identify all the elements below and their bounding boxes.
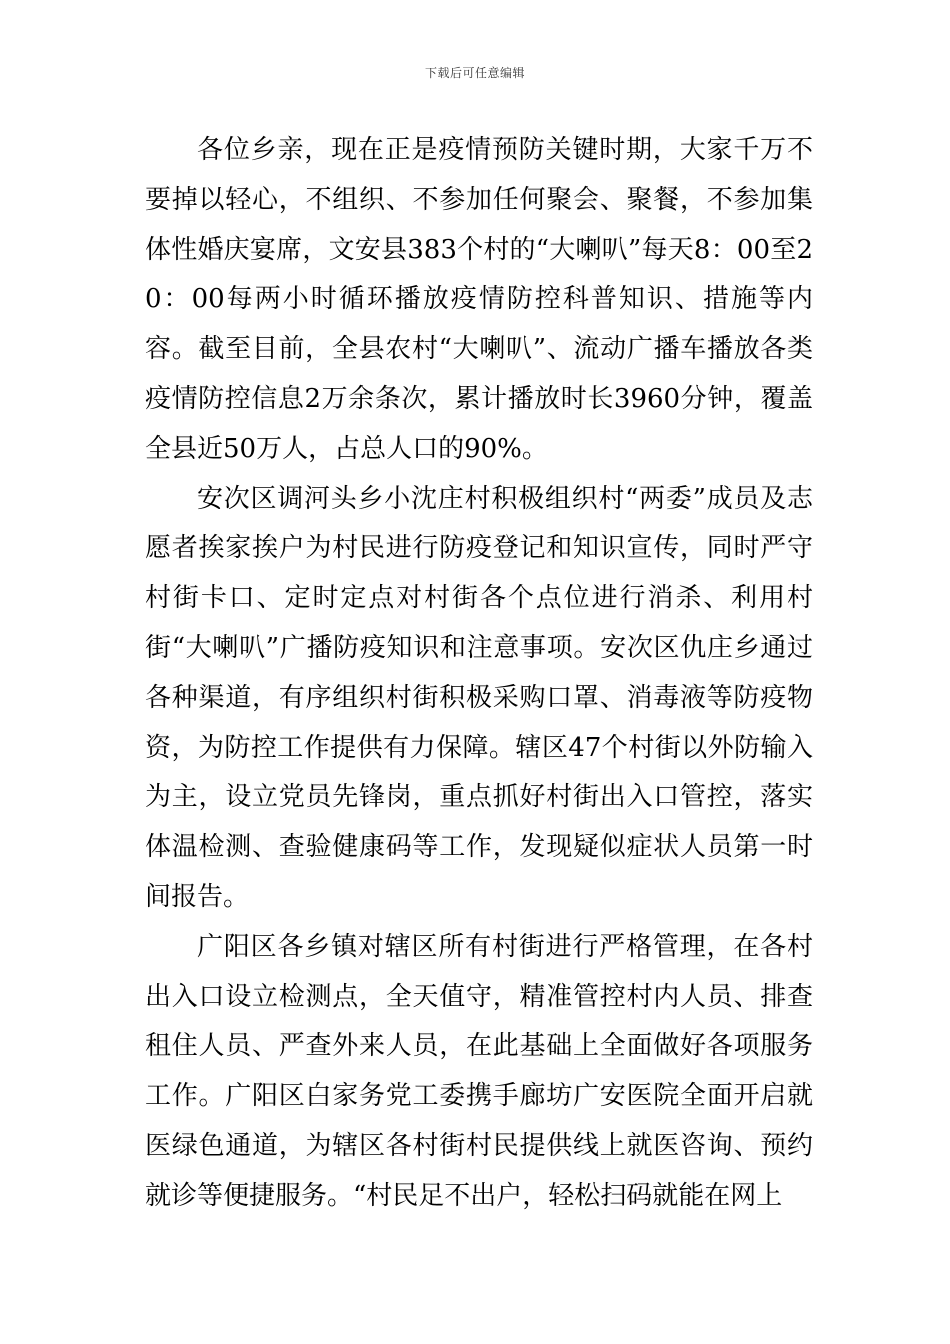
page-header: 下载后可任意编辑 — [424, 66, 525, 80]
paragraph-2: 安次区调河头乡小沈庄村积极组织村“两委”成员及志愿者挨家挨户为村民进行防疫登记和知识宣传，同时严守村街卡口、定时定点对村街各个点位进行消杀、利用村街“大喇叭”广播防疫知识和注意事项。安次区仇庄乡通过各种渠道，有序组织村街积极采购口罩、消毒液等防疫物资，为防控工作提供有力保障。辖区47个村街以外防输入为主，设立党员先锋岗，重点抓好村街出入口管控，落实体温检测、查验健康码等工作，发现疑似症状人员第一时间报告。 — [145, 483, 813, 912]
paragraph-3: 广阳区各乡镇对辖区所有村街进行严格管理，在各村出入口设立检测点，全天值守，精准管控村内人员、排查租住人员、严查外来人员，在此基础上全面做好各项服务工作。广阳区白家务党工委携手廊坊广安医院全面开启就医绿色通道，为辖区各村街村民提供线上就医咨询、预约就诊等便捷服务。“村民足不出户，轻松扫码就能在网上 — [145, 931, 813, 1211]
document-body — [145, 126, 813, 1222]
paragraph-1: 各位乡亲，现在正是疫情预防关键时期，大家千万不要掉以轻心，不组织、不参加任何聚会、聚餐，不参加集体性婚庆宴席，文安县383个村的“大喇叭”每天8：00至20：00每两小时循环播放疫情防控科普知识、措施等内容。截至目前，全县农村“大喇叭”、流动广播车播放各类疫情防控信息2万余条次，累计播放时长3960分钟，覆盖全县近50万人，占总人口的90%。 — [145, 135, 813, 464]
